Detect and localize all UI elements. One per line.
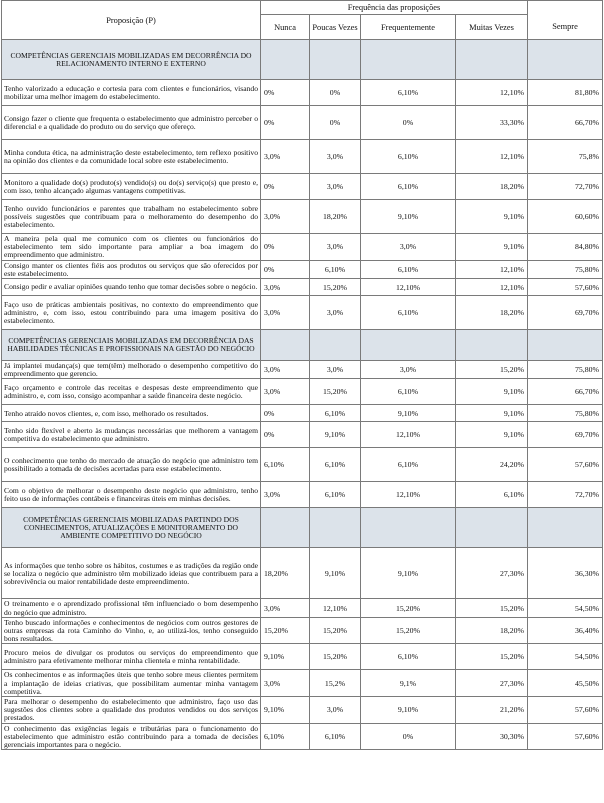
frequency-value: 18,20%: [456, 617, 528, 644]
frequency-value: 6,10%: [310, 448, 361, 482]
section-row: [2, 40, 603, 80]
frequency-value: 15,20%: [361, 617, 456, 644]
proposition-text: Tenho ouvido funcionários e parentes que trabalham no estabelecimento sobre possíveis sugestões que contribuam para o melhoramento do desempenho do estabelecimento.: [2, 200, 261, 234]
table-row: [2, 234, 603, 261]
frequency-value: 0%: [361, 106, 456, 140]
frequency-value: 3,0%: [361, 234, 456, 261]
frequency-value: 15,20%: [310, 617, 361, 644]
proposition-text: Os conhecimentos e as informações úteis que tenho sobre meus clientes permitem a implantação de ideias criativas, que possibilitam aumentar minha vantagem competitiva.: [2, 670, 261, 697]
proposition-text: A maneira pela qual me comunico com os clientes ou funcionários do estabelecimento tem sido importante para ampliar a boa imagem do empreendimento que administro.: [2, 234, 261, 261]
proposition-text: O conhecimento das exigências legais e tributárias para o funcionamento do estabelecimento que administro estão contribuindo para a tomada de decisões gerenciais importantes para o negócio.: [2, 723, 261, 750]
frequency-value: 9,10%: [361, 548, 456, 599]
frequency-value: 3,0%: [310, 361, 361, 379]
frequency-value: 0%: [261, 80, 310, 106]
col-sempre: Sempre: [528, 15, 603, 40]
frequency-value: 12,10%: [310, 599, 361, 617]
table-row: [2, 482, 603, 508]
frequency-value: 75,80%: [528, 260, 603, 278]
frequency-value: 6,10%: [361, 140, 456, 174]
frequency-value: 3,0%: [261, 200, 310, 234]
frequency-value: 75,80%: [528, 361, 603, 379]
section-row: [2, 330, 603, 361]
frequency-value: 9,10%: [261, 644, 310, 670]
frequency-value: 3,0%: [261, 279, 310, 296]
frequency-value: 12,10%: [456, 260, 528, 278]
frequency-value: 6,10%: [310, 405, 361, 422]
frequency-value: 9,10%: [456, 422, 528, 448]
frequency-value: 3,0%: [261, 379, 310, 405]
frequency-value: 0%: [261, 422, 310, 448]
frequency-value: 9,10%: [361, 405, 456, 422]
frequency-value: 30,30%: [456, 723, 528, 750]
frequency-value: 72,70%: [528, 174, 603, 200]
frequency-value: 3,0%: [310, 697, 361, 724]
table-row: [2, 200, 603, 234]
table-row: [2, 174, 603, 200]
frequency-value: 3,0%: [261, 296, 310, 330]
frequency-value: 6,10%: [361, 260, 456, 278]
frequency-value: 6,10%: [361, 296, 456, 330]
frequency-value: 66,70%: [528, 379, 603, 405]
proposition-text: Tenho atraído novos clientes, e, com isso, melhorado os resultados.: [2, 405, 261, 422]
proposition-text: Tenho buscado informações e conhecimentos de negócios com outros gestores de outras empresas da rota Caminho do Vinho, e, ao utilizá-los, tenho conseguido bons resultados.: [2, 617, 261, 644]
frequency-value: 15,20%: [456, 644, 528, 670]
frequency-value: 57,60%: [528, 448, 603, 482]
frequency-value: 33,30%: [456, 106, 528, 140]
frequency-value: 12,10%: [456, 140, 528, 174]
frequency-value: 9,10%: [261, 697, 310, 724]
table-row: [2, 644, 603, 670]
section-title: COMPETÊNCIAS GERENCIAIS MOBILIZADAS EM DECORRÊNCIA DAS HABILIDADES TÉCNICAS E PROFISSIONAIS NA GESTÃO DO NEGÓCIO: [2, 330, 261, 361]
frequency-value: 72,70%: [528, 482, 603, 508]
frequency-value: 15,20%: [361, 599, 456, 617]
section-empty-cell: [528, 40, 603, 80]
section-empty-cell: [456, 330, 528, 361]
frequency-value: 6,10%: [361, 379, 456, 405]
frequency-value: 0%: [261, 405, 310, 422]
proposition-text: Consigo fazer o cliente que frequenta o estabelecimento que administro perceber o diferencial e a qualidade do produto ou do serviço que ofereço.: [2, 106, 261, 140]
frequency-value: 9,10%: [310, 422, 361, 448]
propositions-table: [1, 0, 603, 750]
proposition-text: Já implantei mudança(s) que tem(têm) melhorado o desempenho competitivo do empreendimento que gerencio.: [2, 361, 261, 379]
frequency-value: 18,20%: [261, 548, 310, 599]
frequency-value: 18,20%: [310, 200, 361, 234]
table-row: [2, 361, 603, 379]
frequency-value: 0%: [361, 723, 456, 750]
frequency-value: 0%: [310, 80, 361, 106]
frequency-value: 12,10%: [456, 80, 528, 106]
section-empty-cell: [310, 508, 361, 548]
table-row: [2, 80, 603, 106]
frequency-value: 9,10%: [456, 200, 528, 234]
frequency-group-header: Frequência das proposições: [261, 1, 528, 15]
section-empty-cell: [361, 330, 456, 361]
frequency-value: 66,70%: [528, 106, 603, 140]
frequency-value: 12,10%: [456, 279, 528, 296]
section-empty-cell: [310, 40, 361, 80]
frequency-value: 6,10%: [261, 723, 310, 750]
section-title: COMPETÊNCIAS GERENCIAIS MOBILIZADAS EM DECORRÊNCIA DO RELACIONAMENTO INTERNO E EXTERNO: [2, 40, 261, 80]
frequency-value: 57,60%: [528, 723, 603, 750]
table-row: [2, 422, 603, 448]
frequency-value: 3,0%: [261, 361, 310, 379]
frequency-value: 12,10%: [361, 482, 456, 508]
proposition-text: Com o objetivo de melhorar o desempenho deste negócio que administro, tenho feito uso de informações contábeis e financeiras úteis em minhas decisões.: [2, 482, 261, 508]
proposition-text: Consigo manter os clientes fiéis aos produtos ou serviços que são oferecidos por este estabelecimento.: [2, 260, 261, 278]
proposition-text: Minha conduta ética, na administração deste estabelecimento, tem reflexo positivo na opinião dos clientes e da comunidade local sobre este estabelecimento.: [2, 140, 261, 174]
frequency-value: 12,10%: [361, 422, 456, 448]
frequency-value: 57,60%: [528, 697, 603, 724]
frequency-value: 57,60%: [528, 279, 603, 296]
proposition-text: Monitoro a qualidade do(s) produto(s) vendido(s) ou do(s) serviço(s) que presto e, com isso, tenho alcançado algumas vantagens competitivas.: [2, 174, 261, 200]
section-empty-cell: [361, 40, 456, 80]
frequency-value: 75,8%: [528, 140, 603, 174]
col-poucas-vezes: Poucas Vezes: [310, 15, 361, 40]
table-row: [2, 548, 603, 599]
section-row: [2, 508, 603, 548]
proposition-text: Tenho valorizado a educação e cortesia para com clientes e funcionários, visando mobilizar uma melhor imagem do estabelecimento.: [2, 80, 261, 106]
frequency-value: 15,20%: [261, 617, 310, 644]
table-row: [2, 296, 603, 330]
frequency-value: 18,20%: [456, 174, 528, 200]
frequency-value: 3,0%: [310, 140, 361, 174]
frequency-value: 0%: [261, 174, 310, 200]
frequency-value: 6,10%: [310, 260, 361, 278]
frequency-value: 9,10%: [361, 200, 456, 234]
frequency-value: 3,0%: [261, 599, 310, 617]
frequency-value: 60,60%: [528, 200, 603, 234]
proposition-text: O conhecimento que tenho do mercado de atuação do negócio que administro tem possibilitado a tomada de decisões acertadas para esse estabelecimento.: [2, 448, 261, 482]
frequency-value: 15,20%: [310, 644, 361, 670]
proposition-text: Faço uso de práticas ambientais positivas, no contexto do empreendimento que administro, e, com isso, estou contribuindo para uma imagem positiva do estabelecimento.: [2, 296, 261, 330]
frequency-value: 45,50%: [528, 670, 603, 697]
frequency-value: 3,0%: [310, 234, 361, 261]
blank-header-cell: [528, 1, 603, 15]
frequency-value: 75,80%: [528, 405, 603, 422]
section-empty-cell: [528, 508, 603, 548]
frequency-value: 9,10%: [456, 234, 528, 261]
section-empty-cell: [361, 508, 456, 548]
proposition-text: Faço orçamento e controle das receitas e despesas deste empreendimento que administro, e, com isso, consigo acompanhar a saúde financeira deste negócio.: [2, 379, 261, 405]
frequency-value: 6,10%: [361, 448, 456, 482]
frequency-value: 15,20%: [310, 379, 361, 405]
frequency-value: 9,10%: [310, 548, 361, 599]
frequency-value: 0%: [310, 106, 361, 140]
frequency-value: 27,30%: [456, 548, 528, 599]
frequency-value: 6,10%: [310, 482, 361, 508]
table-body: [2, 40, 603, 750]
frequency-value: 27,30%: [456, 670, 528, 697]
proposition-text: Procuro meios de divulgar os produtos ou serviços do empreendimento que administro para efetivamente melhorar minha clientela e minha rentabilidade.: [2, 644, 261, 670]
frequency-value: 69,70%: [528, 296, 603, 330]
proposition-header: Proposição (P): [2, 1, 261, 40]
section-empty-cell: [261, 508, 310, 548]
frequency-value: 0%: [261, 234, 310, 261]
frequency-value: 21,20%: [456, 697, 528, 724]
frequency-value: 9,10%: [361, 697, 456, 724]
frequency-value: 6,10%: [361, 174, 456, 200]
frequency-value: 15,20%: [456, 361, 528, 379]
col-nunca: Nunca: [261, 15, 310, 40]
col-frequentemente: Frequentemente: [361, 15, 456, 40]
proposition-text: Tenho sido flexível e aberto às mudanças necessárias que melhorem a vantagem competitiva do estabelecimento que administro.: [2, 422, 261, 448]
table-row: [2, 617, 603, 644]
frequency-value: 24,20%: [456, 448, 528, 482]
frequency-value: 36,40%: [528, 617, 603, 644]
frequency-value: 3,0%: [310, 174, 361, 200]
table-row: [2, 599, 603, 617]
proposition-text: O treinamento e o aprendizado profissional têm influenciado o bom desempenho do negócio que administro.: [2, 599, 261, 617]
table-row: [2, 670, 603, 697]
frequency-value: 69,70%: [528, 422, 603, 448]
section-empty-cell: [456, 40, 528, 80]
frequency-value: 6,10%: [310, 723, 361, 750]
frequency-value: 9,1%: [361, 670, 456, 697]
frequency-value: 3,0%: [261, 140, 310, 174]
frequency-value: 15,2%: [310, 670, 361, 697]
table-row: [2, 279, 603, 296]
col-muitas-vezes: Muitas Vezes: [456, 15, 528, 40]
frequency-value: 0%: [261, 260, 310, 278]
frequency-value: 54,50%: [528, 644, 603, 670]
proposition-text: As informações que tenho sobre os hábitos, costumes e as tradições da região onde se localiza o negócio que administro têm mobilizado ideias que contribuem para a sobrevivência ou maior rentabilidade deste empreendimento.: [2, 548, 261, 599]
section-empty-cell: [528, 330, 603, 361]
table-row: [2, 379, 603, 405]
section-title: COMPETÊNCIAS GERENCIAIS MOBILIZADAS PARTINDO DOS CONHECIMENTOS, ATUALIZAÇÕES E MONITORAMENTO DO AMBIENTE COMPETITIVO DO NEGÓCIO: [2, 508, 261, 548]
frequency-value: 84,80%: [528, 234, 603, 261]
frequency-value: 6,10%: [361, 80, 456, 106]
frequency-value: 6,10%: [456, 482, 528, 508]
table-row: [2, 405, 603, 422]
table-row: [2, 723, 603, 750]
table-row: [2, 106, 603, 140]
frequency-value: 3,0%: [361, 361, 456, 379]
proposition-text: Consigo pedir e avaliar opiniões quando tenho que tomar decisões sobre o negócio.: [2, 279, 261, 296]
proposition-text: Para melhorar o desempenho do estabelecimento que administro, faço uso das sugestões dos clientes sobre a qualidade dos produtos vendidos ou dos serviços prestados.: [2, 697, 261, 724]
frequency-value: 15,20%: [456, 599, 528, 617]
section-empty-cell: [261, 330, 310, 361]
frequency-value: 54,50%: [528, 599, 603, 617]
table-row: [2, 260, 603, 278]
frequency-value: 3,0%: [261, 482, 310, 508]
frequency-value: 6,10%: [261, 448, 310, 482]
table-row: [2, 140, 603, 174]
frequency-value: 81,80%: [528, 80, 603, 106]
frequency-value: 3,0%: [310, 296, 361, 330]
frequency-value: 0%: [261, 106, 310, 140]
section-empty-cell: [310, 330, 361, 361]
frequency-value: 36,30%: [528, 548, 603, 599]
frequency-value: 12,10%: [361, 279, 456, 296]
frequency-value: 6,10%: [361, 644, 456, 670]
frequency-value: 3,0%: [261, 670, 310, 697]
section-empty-cell: [261, 40, 310, 80]
section-empty-cell: [456, 508, 528, 548]
frequency-value: 9,10%: [456, 379, 528, 405]
table-row: [2, 697, 603, 724]
frequency-value: 15,20%: [310, 279, 361, 296]
header-row-top: [2, 1, 603, 15]
frequency-value: 18,20%: [456, 296, 528, 330]
frequency-value: 9,10%: [456, 405, 528, 422]
table-row: [2, 448, 603, 482]
